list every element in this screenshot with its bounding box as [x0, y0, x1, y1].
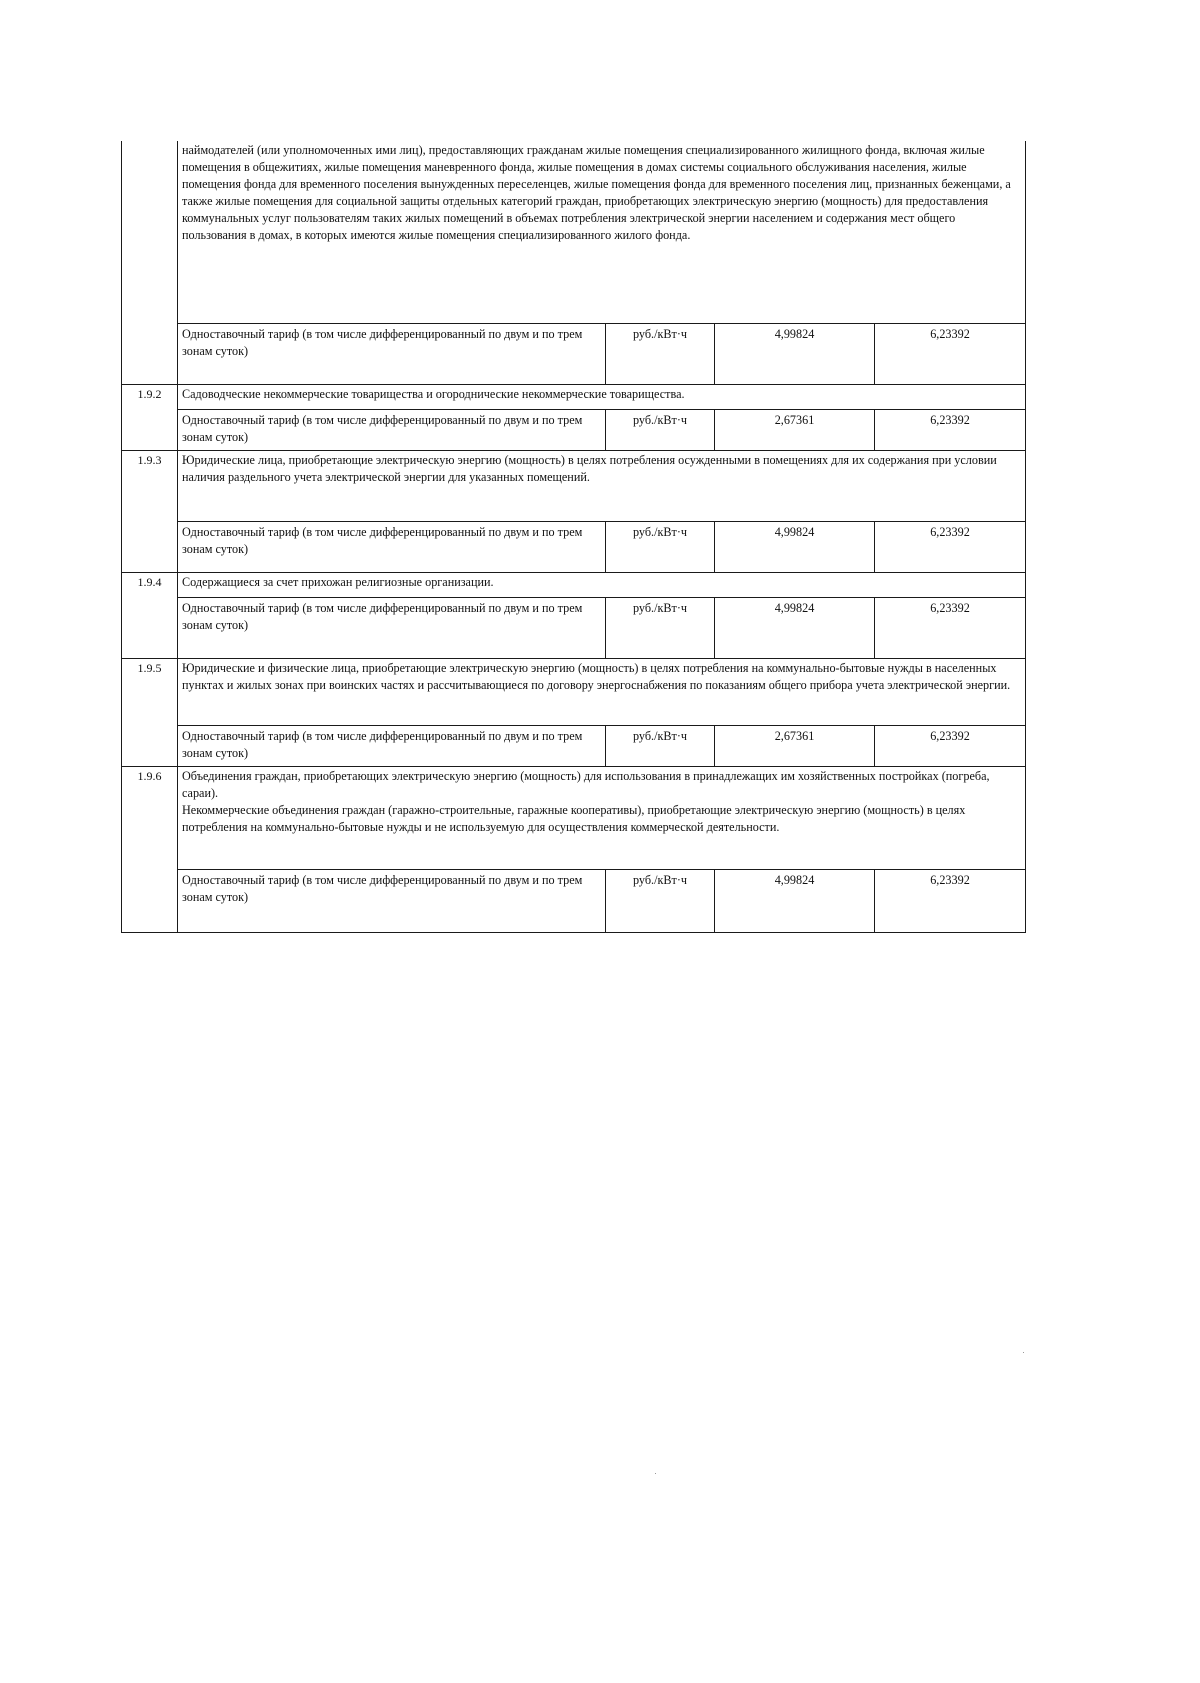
tariff-label: Одноставочный тариф (в том числе дифференцированный по двум и по трем зонам суток)	[178, 522, 606, 573]
tariff-row	[122, 870, 1026, 933]
section-row	[122, 767, 1026, 870]
section-row	[122, 451, 1026, 522]
unit-cell: руб./кВт·ч	[606, 522, 715, 573]
section-row	[122, 385, 1026, 410]
row-number: 1.9.4	[122, 573, 178, 659]
section-row	[122, 141, 1026, 324]
tariff-label: Одноставочный тариф (в том числе дифференцированный по двум и по трем зонам суток)	[178, 870, 606, 933]
value-2-cell: 6,23392	[875, 726, 1026, 767]
tariff-row	[122, 324, 1026, 385]
tariff-row	[122, 522, 1026, 573]
section-description: Содержащиеся за счет прихожан религиозные организации.	[178, 573, 1026, 598]
value-2-cell: 6,23392	[875, 324, 1026, 385]
row-number: 1.9.5	[122, 659, 178, 767]
row-number: 1.9.6	[122, 767, 178, 933]
value-1-cell: 4,99824	[715, 324, 875, 385]
value-2-cell: 6,23392	[875, 870, 1026, 933]
tariff-table	[121, 141, 1026, 933]
value-1-cell: 4,99824	[715, 598, 875, 659]
tariff-row	[122, 410, 1026, 451]
section-row	[122, 659, 1026, 726]
value-1-cell: 4,99824	[715, 870, 875, 933]
value-2-cell: 6,23392	[875, 598, 1026, 659]
section-description: Садоводческие некоммерческие товарищества и огороднические некоммерческие товарищества.	[178, 385, 1026, 410]
row-number	[122, 141, 178, 385]
value-2-cell: 6,23392	[875, 522, 1026, 573]
unit-cell: руб./кВт·ч	[606, 726, 715, 767]
unit-cell: руб./кВт·ч	[606, 410, 715, 451]
scan-speck	[1023, 1352, 1024, 1353]
unit-cell: руб./кВт·ч	[606, 324, 715, 385]
value-1-cell: 2,67361	[715, 410, 875, 451]
value-1-cell: 2,67361	[715, 726, 875, 767]
value-1-cell: 4,99824	[715, 522, 875, 573]
tariff-row	[122, 726, 1026, 767]
value-2-cell: 6,23392	[875, 410, 1026, 451]
unit-cell: руб./кВт·ч	[606, 870, 715, 933]
row-number: 1.9.3	[122, 451, 178, 573]
tariff-label: Одноставочный тариф (в том числе дифференцированный по двум и по трем зонам суток)	[178, 324, 606, 385]
section-description-extra: Некоммерческие объединения граждан (гаражно-строительные, гаражные кооперативы), приобретающие электрическую энергию (мощность) в целях потребления на коммунально-бытовые нужды и не используемую для осуществления коммерческой деятельности.	[182, 803, 966, 834]
tariff-row	[122, 598, 1026, 659]
section-description	[178, 767, 1026, 870]
section-description: наймодателей (или уполномоченных ими лиц), предоставляющих гражданам жилые помещения специализированного жилищного фонда, включая жилые помещения в общежитиях, жилые помещения маневренного фонда, жилые помещения в домах системы социального обслуживания населения, жилые помещения фонда для временного поселения вынужденных переселенцев, жилые помещения фонда для временного поселения лиц, признанных беженцами, а также жилые помещения для социальной защиты отдельных категорий граждан, приобретающих электрическую энергию (мощность) для предоставления коммунальных услуг пользователям таких жилых помещений в объемах потребления электрической энергии населением и содержания мест общего пользования в домах, в которых имеются жилые помещения специализированного жилого фонда.	[178, 141, 1026, 324]
tariff-label: Одноставочный тариф (в том числе дифференцированный по двум и по трем зонам суток)	[178, 726, 606, 767]
unit-cell: руб./кВт·ч	[606, 598, 715, 659]
section-description: Юридические и физические лица, приобретающие электрическую энергию (мощность) в целях потребления на коммунально-бытовые нужды в населенных пунктах и жилых зонах при воинских частях и рассчитывающиеся по договору энергоснабжения по показаниям общего прибора учета электрической энергии.	[178, 659, 1026, 726]
row-number: 1.9.2	[122, 385, 178, 451]
tariff-label: Одноставочный тариф (в том числе дифференцированный по двум и по трем зонам суток)	[178, 410, 606, 451]
section-description: Юридические лица, приобретающие электрическую энергию (мощность) в целях потребления осужденными в помещениях для их содержания при условии наличия раздельного учета электрической энергии для указанных помещений.	[178, 451, 1026, 522]
section-row	[122, 573, 1026, 598]
tariff-label: Одноставочный тариф (в том числе дифференцированный по двум и по трем зонам суток)	[178, 598, 606, 659]
scan-speck	[655, 1473, 656, 1474]
section-description-main: Объединения граждан, приобретающих электрическую энергию (мощность) для использования в принадлежащих им хозяйственных постройках (погреба, сараи).	[182, 769, 990, 800]
